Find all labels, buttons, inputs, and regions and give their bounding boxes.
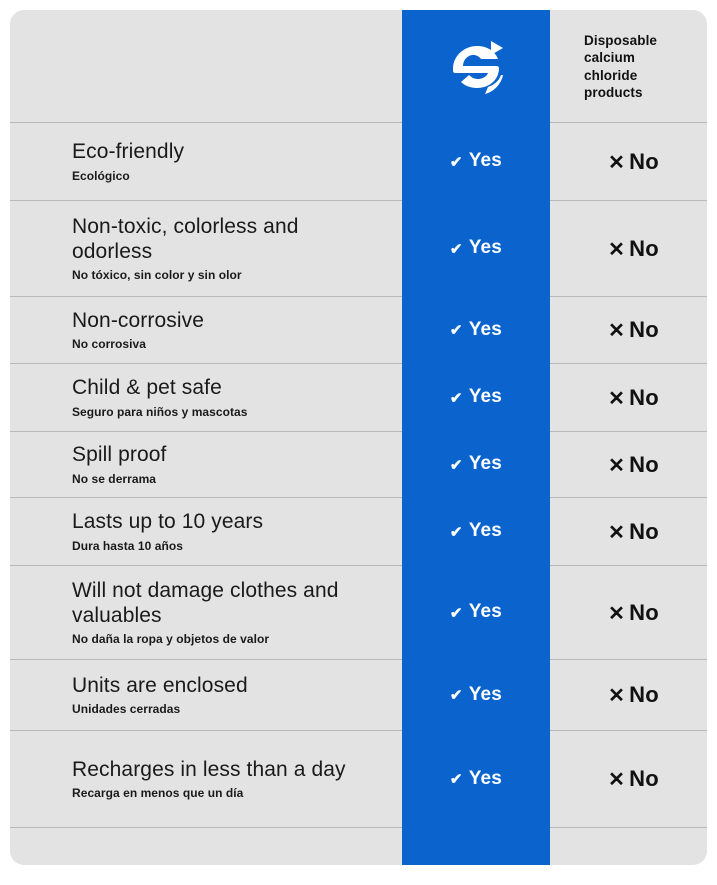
table-row [10,122,707,200]
other-value-cell [550,565,707,659]
comparison-table-card [10,10,707,865]
no-label: No [629,518,659,544]
check-mark-icon: ✔ [449,604,463,622]
feature-label-en: Non-corrosive [72,308,205,332]
cross-mark-icon: ✕ [608,320,626,342]
feature-label-en: Units are enclosed [72,673,248,697]
brand-value-cell [402,296,550,363]
no-label: No [629,235,659,261]
header-brand-cell [402,10,550,122]
feature-cell [10,200,402,296]
brand-value-cell [402,122,550,200]
check-mark-icon: ✔ [449,153,463,171]
table-row [10,659,707,730]
brand-value-cell [402,431,550,497]
footer-feature-cell [10,827,402,865]
check-mark-icon: ✔ [449,389,463,407]
yes-label: Yes [468,453,503,474]
no-value [608,236,659,262]
table-footer-spacer [10,827,707,865]
feature-cell [10,497,402,565]
no-label: No [629,451,659,477]
check-mark-icon: ✔ [449,240,463,258]
feature-label-es: Recarga en menos que un día [72,786,244,801]
feature-label-en: Spill proof [72,443,167,467]
header-feature-cell [10,10,402,122]
feature-label-en: Child & pet safe [72,376,222,400]
check-mark-icon: ✔ [449,523,463,541]
other-value-cell [550,497,707,565]
no-value [608,682,659,708]
table-row [10,296,707,363]
other-value-cell [550,431,707,497]
feature-label-es: Ecológico [72,168,130,183]
table-row [10,431,707,497]
cross-mark-icon: ✕ [608,238,626,261]
feature-cell [10,363,402,431]
yes-value [450,386,502,408]
yes-label: Yes [468,520,503,541]
no-label: No [629,682,659,707]
feature-cell [10,659,402,730]
brand-value-cell [402,565,550,659]
cross-mark-icon: ✕ [608,151,626,174]
yes-value [450,453,502,475]
yes-value [450,601,502,623]
feature-label-es: No daña la ropa y objetos de valor [72,632,270,647]
yes-label: Yes [468,601,503,622]
feature-label-es: Unidades cerradas [72,702,181,717]
check-mark-icon: ✔ [449,771,463,788]
no-label: No [629,766,659,791]
footer-brand-cell [402,827,550,865]
no-label: No [629,317,659,342]
table-row [10,730,707,827]
yes-label: Yes [468,318,503,340]
no-value [608,519,659,545]
header-other-cell [550,10,707,122]
feature-label-es: Seguro para niños y mascotas [72,404,248,419]
no-value [608,452,659,478]
comparison-table [10,10,707,865]
feature-label-es: Dura hasta 10 años [72,538,183,553]
yes-label: Yes [468,237,503,258]
feature-label-es: No corrosiva [72,337,146,352]
feature-label-en: Non-toxic, colorless and odorless [72,214,299,263]
no-label: No [629,384,659,410]
yes-value [450,237,502,259]
other-value-cell [550,200,707,296]
yes-label: Yes [468,386,503,407]
yes-label: Yes [468,767,503,789]
other-value-cell [550,296,707,363]
other-value-cell [550,659,707,730]
yes-value [450,319,502,341]
feature-cell [10,431,402,497]
feature-cell [10,296,402,363]
brand-value-cell [402,200,550,296]
no-value [608,600,659,626]
table-row [10,363,707,431]
cross-mark-icon: ✕ [608,454,626,477]
check-mark-icon: ✔ [449,456,463,474]
no-value [608,149,659,175]
feature-label-en: Will not damage clothes and valuables [72,578,339,627]
brand-value-cell [402,730,550,827]
feature-label-en: Recharges in less than a day [72,757,346,781]
feature-label-es: No se derrama [72,471,157,486]
footer-other-cell [550,827,707,865]
eco-recycle-e-logo-icon [439,33,513,99]
feature-cell [10,730,402,827]
feature-cell [10,122,402,200]
no-label: No [629,148,659,174]
yes-value [450,768,502,790]
other-value-cell [550,122,707,200]
yes-label: Yes [468,150,503,171]
other-value-cell [550,730,707,827]
cross-mark-icon: ✕ [608,602,626,625]
no-value [608,385,659,411]
table-row [10,497,707,565]
other-value-cell [550,363,707,431]
check-mark-icon: ✔ [449,687,463,704]
cross-mark-icon: ✕ [608,521,626,544]
no-label: No [629,599,659,625]
brand-value-cell [402,497,550,565]
feature-label-es: No tóxico, sin color y sin olor [72,268,242,283]
brand-value-cell [402,659,550,730]
feature-label-en: Eco-friendly [72,140,185,164]
yes-value [450,150,502,172]
feature-label-en: Lasts up to 10 years [72,510,264,534]
yes-value [450,520,502,542]
no-value [608,317,659,343]
cross-mark-icon: ✕ [608,387,626,410]
feature-cell [10,565,402,659]
cross-mark-icon: ✕ [608,769,626,791]
brand-value-cell [402,363,550,431]
other-products-column-title: Disposable calcium chloride products [584,33,658,100]
table-row [10,565,707,659]
yes-value [450,684,502,706]
no-value [608,766,659,792]
table-header-row [10,10,707,122]
cross-mark-icon: ✕ [608,685,626,707]
check-mark-icon: ✔ [449,322,463,339]
table-row [10,200,707,296]
yes-label: Yes [468,683,503,705]
